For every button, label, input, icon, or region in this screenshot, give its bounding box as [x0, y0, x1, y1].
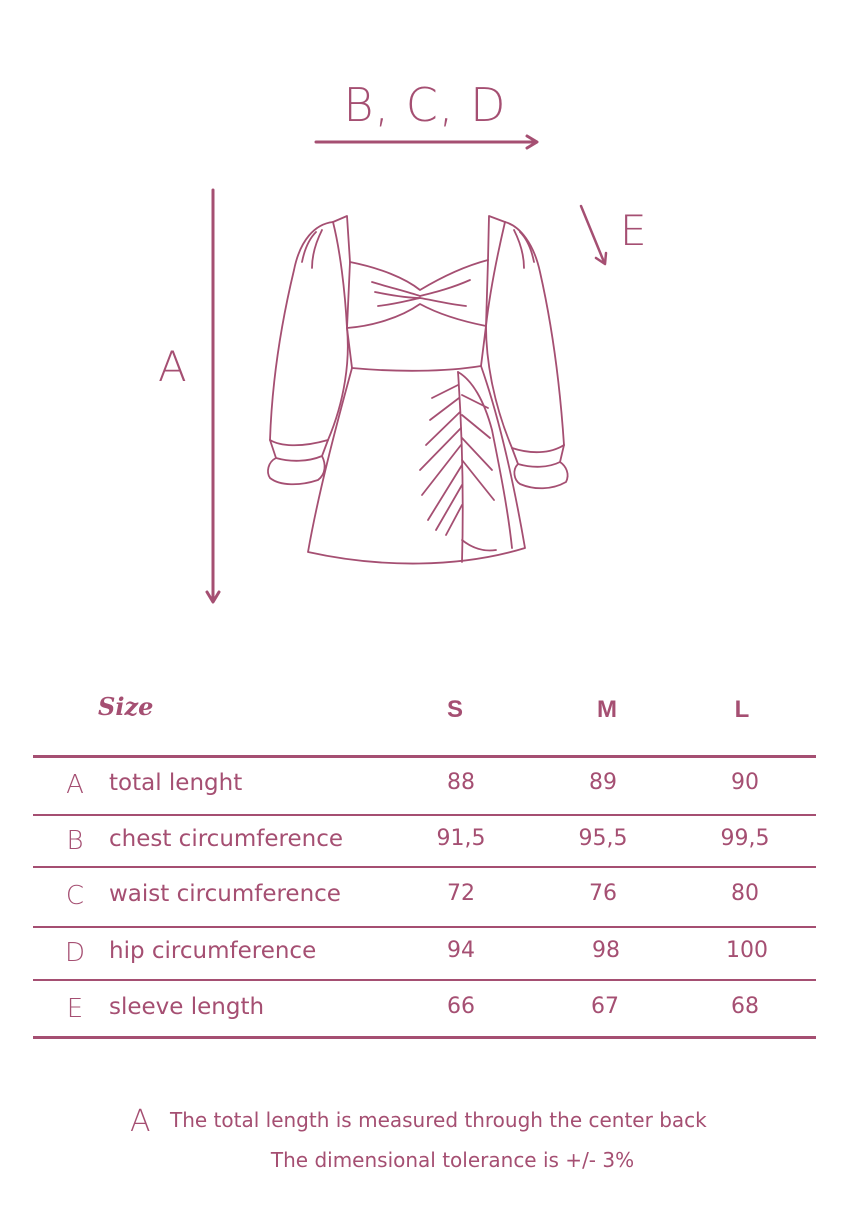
value-s: 66 [447, 994, 475, 1019]
value-l: 100 [726, 938, 768, 963]
table-top-rule [33, 755, 816, 758]
row-letter: A [66, 770, 84, 800]
row-divider [33, 814, 816, 816]
value-l: 90 [731, 770, 759, 795]
value-l: 99,5 [720, 826, 770, 851]
table-row [0, 826, 850, 866]
value-l: 80 [731, 881, 759, 906]
size-column-m: M [597, 696, 617, 723]
row-label: hip circumference [109, 938, 317, 964]
value-s: 94 [447, 938, 475, 963]
size-column-l: L [734, 696, 750, 723]
table-row [0, 938, 850, 978]
row-letter: D [64, 938, 86, 968]
table-row [0, 770, 850, 810]
table-bottom-rule [33, 1036, 816, 1039]
row-letter: C [65, 881, 85, 911]
note-total-length: The total length is measured through the center back [170, 1108, 707, 1132]
row-letter: B [66, 826, 84, 856]
diagonal-arrow-icon [581, 206, 606, 264]
note-tolerance: The dimensional tolerance is +/- 3% [270, 1148, 635, 1172]
row-label: waist circumference [109, 881, 341, 907]
table-row [0, 881, 850, 921]
horizontal-arrow-icon [316, 136, 537, 148]
value-m: 67 [591, 994, 619, 1019]
row-label: sleeve length [109, 994, 265, 1020]
row-divider [33, 979, 816, 981]
measure-label-a: A [158, 342, 187, 391]
row-divider [33, 926, 816, 928]
row-letter: E [66, 994, 84, 1024]
note-marker: A [130, 1104, 151, 1139]
vertical-arrow-icon [207, 190, 219, 602]
measure-label-bcd: B, C, D [343, 78, 507, 132]
size-column-s: S [446, 696, 463, 723]
table-row [0, 994, 850, 1034]
value-l: 68 [731, 994, 759, 1019]
value-m: 95,5 [578, 826, 628, 851]
dress-outline [268, 216, 568, 564]
row-divider [33, 866, 816, 868]
row-label: chest circumference [109, 826, 344, 852]
value-m: 98 [592, 938, 620, 963]
measure-label-e: E [620, 206, 647, 255]
value-s: 72 [447, 881, 475, 906]
value-s: 88 [447, 770, 475, 795]
size-header: Size [98, 692, 154, 721]
value-m: 76 [589, 881, 617, 906]
row-label: total lenght [109, 770, 243, 796]
value-m: 89 [589, 770, 617, 795]
value-s: 91,5 [436, 826, 486, 851]
